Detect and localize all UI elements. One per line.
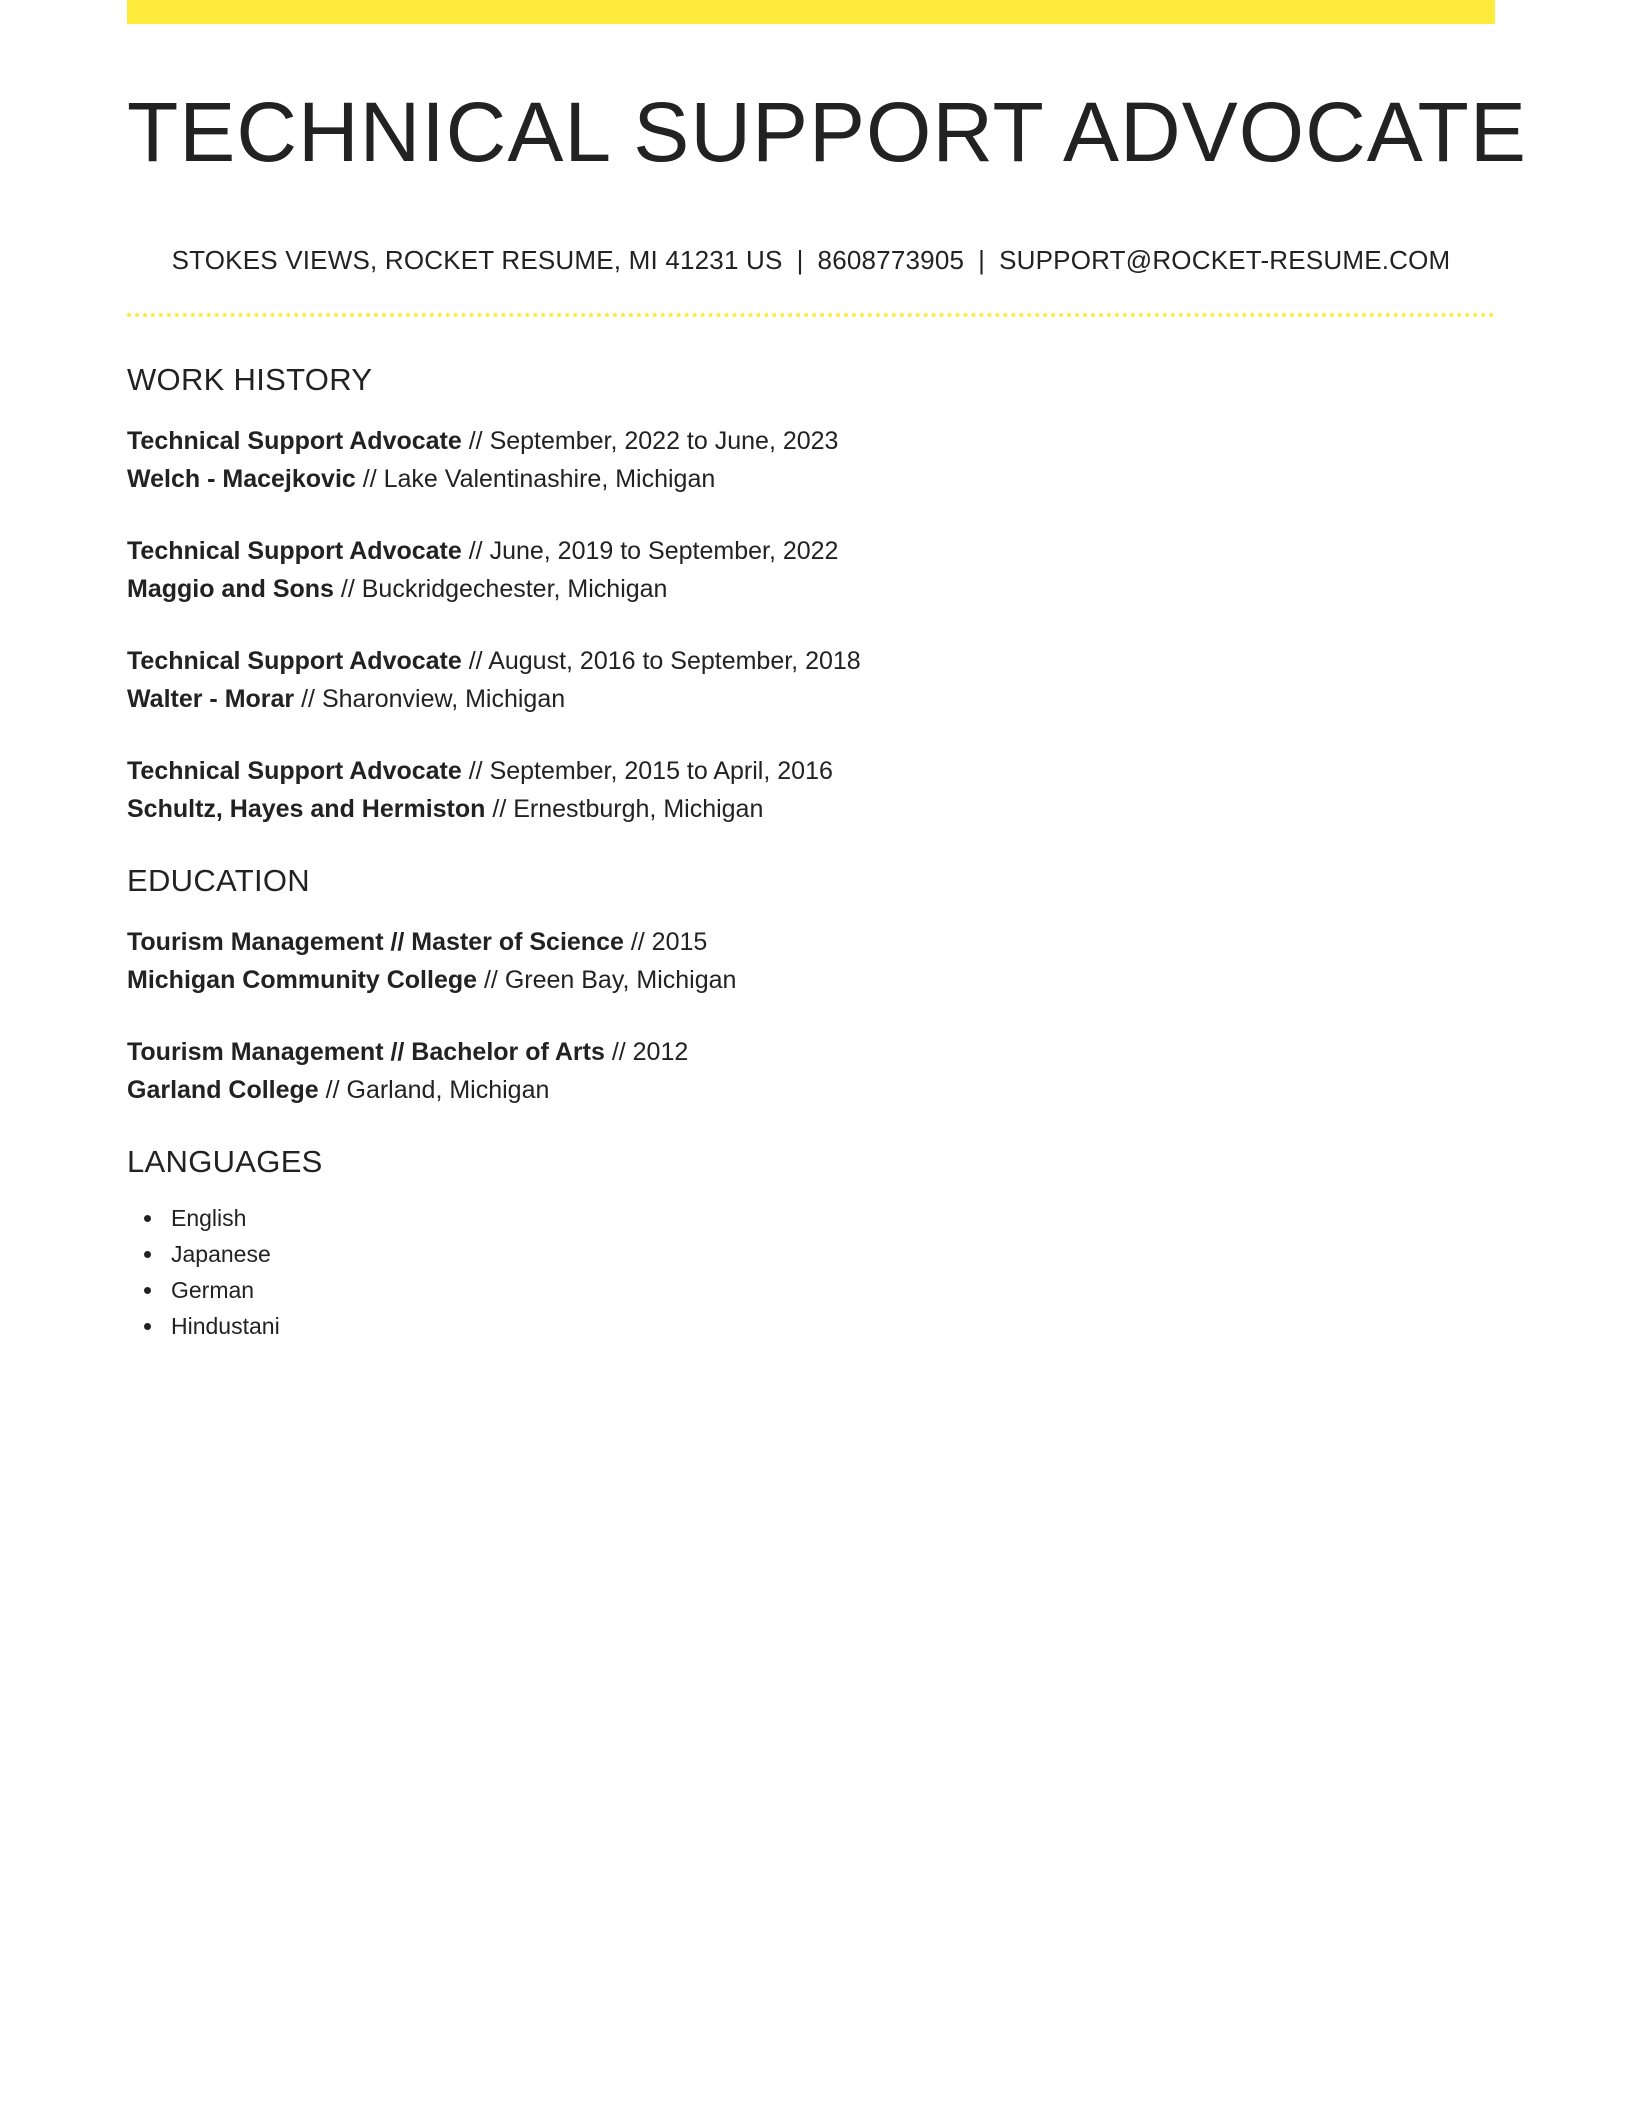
school-name: Michigan Community College: [127, 966, 478, 995]
degree-line: [127, 1033, 1495, 1071]
languages-list: [127, 1200, 1495, 1344]
bullet-icon: [144, 1251, 151, 1258]
job-company-line: [127, 680, 1495, 718]
languages-section: [127, 1143, 1495, 1344]
contact-separator: |: [796, 244, 804, 275]
job-title-line: [127, 642, 1495, 680]
school-location: // Garland, Michigan: [325, 1076, 550, 1105]
job-dates: // September, 2022 to June, 2023: [468, 426, 839, 455]
job-dates: // September, 2015 to April, 2016: [468, 756, 833, 785]
contact-phone: 8608773905: [817, 244, 965, 275]
school-line: [127, 961, 1495, 999]
contact-line: [127, 245, 1495, 276]
education-entry: [127, 1033, 1495, 1109]
list-item: [171, 1200, 1495, 1236]
resume-title: TECHNICAL SUPPORT ADVOCATE: [127, 85, 1527, 179]
work-entry: [127, 532, 1495, 608]
job-location: // Ernestburgh, Michigan: [492, 794, 764, 823]
job-title-line: [127, 422, 1495, 460]
list-item: [171, 1272, 1495, 1308]
education-entry: [127, 923, 1495, 999]
job-company-line: [127, 570, 1495, 608]
job-dates: // August, 2016 to September, 2018: [468, 646, 861, 675]
section-heading: EDUCATION: [127, 862, 310, 898]
bullet-icon: [144, 1215, 151, 1222]
resume-page: [127, 0, 1527, 1344]
job-title-line: [127, 752, 1495, 790]
work-entry: [127, 642, 1495, 718]
job-dates: // June, 2019 to September, 2022: [468, 536, 839, 565]
job-location: // Buckridgechester, Michigan: [340, 574, 668, 603]
job-company-line: [127, 790, 1495, 828]
work-entry: [127, 752, 1495, 828]
job-location: // Lake Valentinashire, Michigan: [362, 464, 716, 493]
section-heading: WORK HISTORY: [127, 361, 373, 397]
contact-address: STOKES VIEWS, ROCKET RESUME, MI 41231 US: [171, 244, 783, 275]
job-position: Technical Support Advocate: [127, 756, 462, 785]
work-entry: [127, 422, 1495, 498]
dotted-divider: [127, 313, 1495, 317]
work-history-section: [127, 361, 1495, 828]
degree-year: // 2012: [611, 1038, 689, 1067]
section-heading: LANGUAGES: [127, 1144, 323, 1180]
education-entries: [127, 923, 1495, 1109]
job-company: Schultz, Hayes and Hermiston: [127, 794, 486, 823]
list-item: [171, 1308, 1495, 1344]
language-name: German: [171, 1277, 255, 1304]
contact-separator: |: [978, 244, 986, 275]
language-name: Japanese: [171, 1241, 271, 1268]
education-section: [127, 862, 1495, 1109]
language-name: English: [171, 1205, 247, 1232]
language-name: Hindustani: [171, 1313, 280, 1340]
school-location: // Green Bay, Michigan: [483, 966, 737, 995]
list-item: [171, 1236, 1495, 1272]
job-company: Maggio and Sons: [127, 574, 334, 603]
job-company: Welch - Macejkovic: [127, 464, 356, 493]
contact-email: SUPPORT@ROCKET-RESUME.COM: [999, 244, 1451, 275]
degree-line: [127, 923, 1495, 961]
bullet-icon: [144, 1287, 151, 1294]
job-position: Technical Support Advocate: [127, 426, 462, 455]
job-position: Technical Support Advocate: [127, 536, 462, 565]
job-position: Technical Support Advocate: [127, 646, 462, 675]
bullet-icon: [144, 1323, 151, 1330]
job-title-line: [127, 532, 1495, 570]
degree-year: // 2015: [630, 928, 708, 957]
job-location: // Sharonview, Michigan: [301, 684, 566, 713]
degree-name: Tourism Management // Bachelor of Arts: [127, 1038, 605, 1067]
accent-top-bar: [127, 0, 1495, 24]
job-company-line: [127, 460, 1495, 498]
school-line: [127, 1071, 1495, 1109]
job-company: Walter - Morar: [127, 684, 295, 713]
school-name: Garland College: [127, 1076, 319, 1105]
work-history-entries: [127, 422, 1495, 828]
degree-name: Tourism Management // Master of Science: [127, 928, 624, 957]
